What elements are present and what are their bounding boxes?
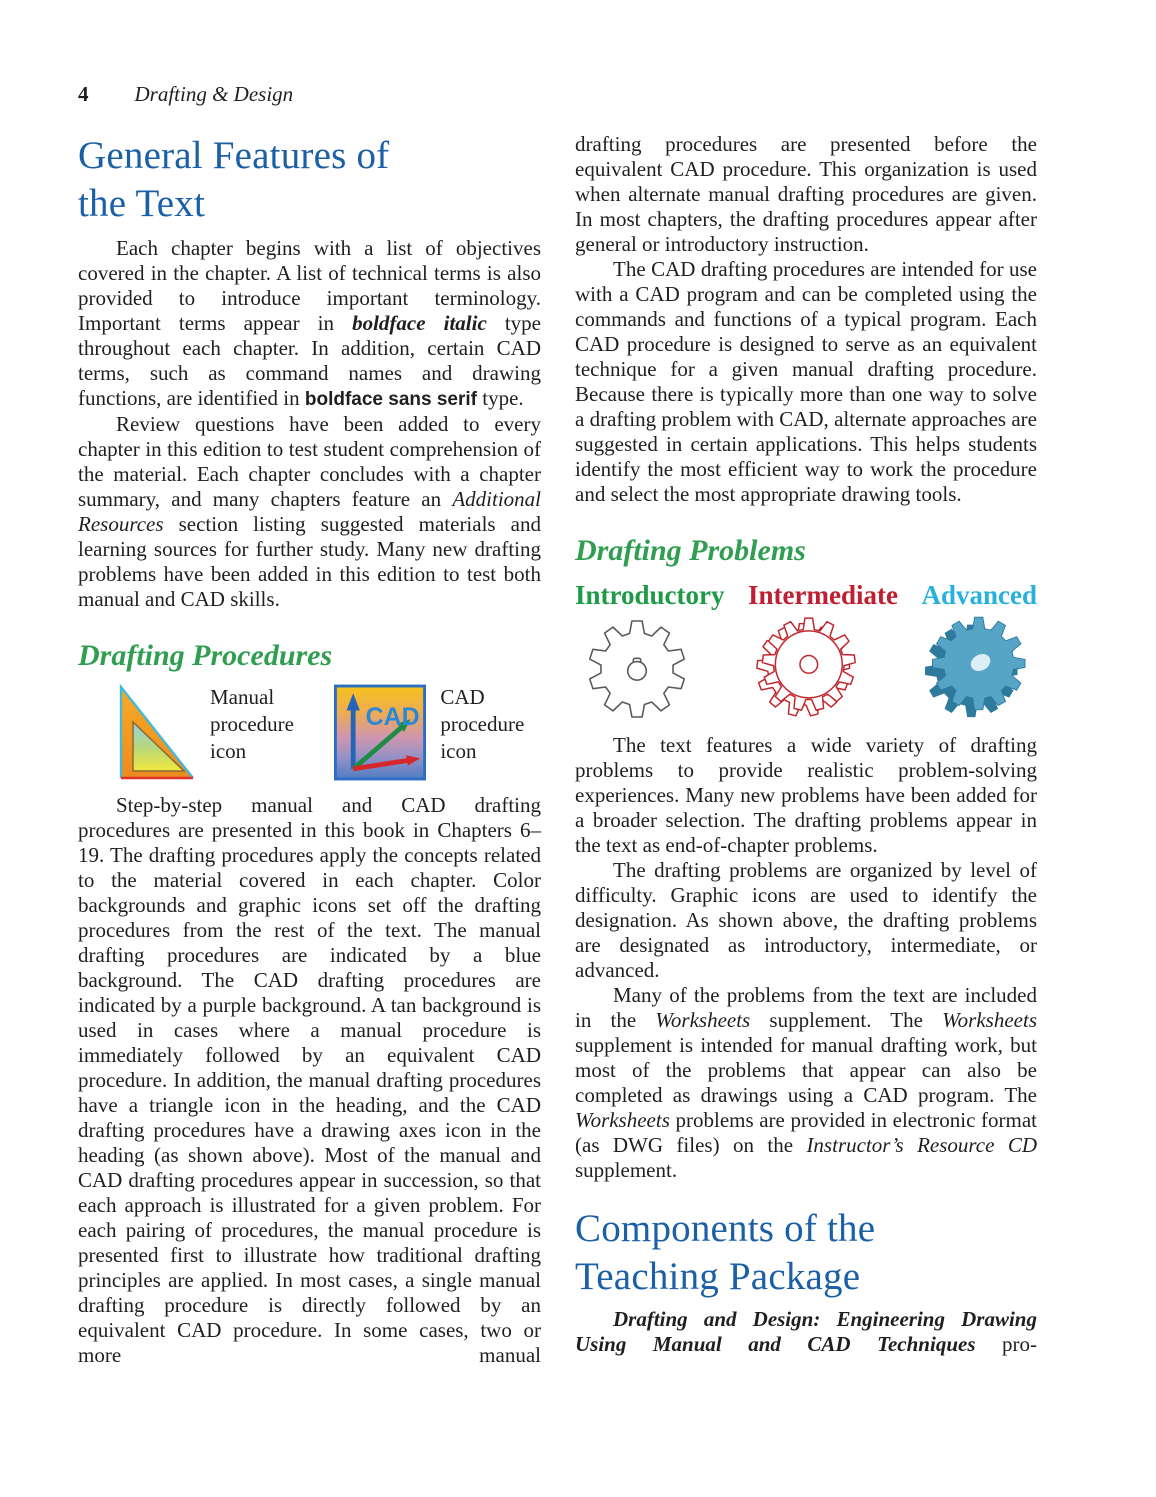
intermediate-gear-icon xyxy=(754,615,858,723)
column-right xyxy=(575,132,1037,1368)
paragraph-step-by-step: Step-by-step manual and CAD drafting procedures are presented in this book in Chapters 6–19. The drafting procedures apply the concepts related to the material covered in each chapter. Color backgrounds and graphic icons set off the drafting procedures from the rest of the text. The manual drafting procedures are indicated by a blue background. The CAD drafting procedures are indicated by a purple background. A tan background is used in cases where a manual procedure is immediately followed by an equivalent CAD procedure. In addition, the manual drafting procedures have a triangle icon in the heading, and the CAD drafting procedures have a drawing axes icon in the heading (as shown above). Most of the manual and CAD drafting procedures appear in succession, so that each approach is illustrated for a given problem. For each pairing of procedures, the manual procedure is presented first to illustrate how traditional drafting principles are applied. In most cases, a single manual drafting procedure is directly followed by an equivalent CAD procedure. In some cases, two or more manual xyxy=(78,793,541,1367)
heading-drafting-problems: Drafting Problems xyxy=(575,534,806,567)
paragraph-continuation: drafting procedures are presented before the equivalent CAD procedure. This organization is used when alternate manual drafting procedures are given. In most chapters, the drafting procedures appear after general or introductory instruction. xyxy=(575,132,1037,256)
cad-icon-caption: CAD procedure icon xyxy=(440,685,525,763)
gear-icons-row xyxy=(575,615,1037,723)
cad-icon-label: CAD xyxy=(365,702,420,731)
column-left xyxy=(78,132,541,1368)
heading-line: the Text xyxy=(78,182,206,225)
paragraph-text-features: The text features a wide variety of drafting problems to provide realistic problem-solving experiences. Many new problems have been added for a broader selection. The drafting problems appear in the text as end-of-chapter problems. xyxy=(575,733,1037,857)
paragraph-components-intro: Drafting and Design: Engineering Drawing Using Manual and CAD Techniques pro- xyxy=(575,1307,1037,1356)
level-label-advanced: Advanced xyxy=(921,580,1037,610)
heading-drafting-procedures: Drafting Procedures xyxy=(78,639,333,672)
cad-axes-icon xyxy=(334,684,426,781)
heading-line: General Features of xyxy=(78,134,390,177)
level-label-intermediate: Intermediate xyxy=(748,580,898,610)
heading-components xyxy=(575,1205,1037,1301)
paragraph-worksheets: Many of the problems from the text are included in the Worksheets supplement. The Worksheets supplement is intended for manual drafting work, but most of the problems that appear can also be completed as drawings using a CAD program. The Worksheets problems are provided in electronic format (as DWG files) on the Instructor’s Resource CD supplement. xyxy=(575,983,1037,1182)
introductory-gear-icon xyxy=(585,615,689,723)
paragraph-objectives: Each chapter begins with a list of objectives covered in the chapter. A list of technical terms is also provided to introduce important terminology. Important terms appear in boldface italic type throughout each chapter. In addition, certain CAD terms, such as command names and drawing functions, are identified in boldface sans serif type. xyxy=(78,236,541,410)
heading-line: Teaching Package xyxy=(575,1255,861,1298)
paragraph-cad-intended: The CAD drafting procedures are intended for use with a CAD program and can be completed using the commands and functions of a typical program. Each CAD procedure is designed to serve as an equivalent technique for a given manual drafting procedure. Because there is typically more than one way to solve a drafting problem with CAD, alternate approaches are suggested in certain applications. This helps students identify the most efficient way to work the procedure and select the most appropriate drawing tools. xyxy=(575,257,1037,506)
procedure-icons-row xyxy=(78,684,541,781)
difficulty-levels-row xyxy=(575,579,1037,611)
level-label-introductory: Introductory xyxy=(575,580,725,610)
two-column-layout xyxy=(78,132,1037,1368)
paragraph-organized: The drafting problems are organized by level of difficulty. Graphic icons are used to identify the designation. As shown above, the drafting problems are designated as introductory, intermediate, or advanced. xyxy=(575,858,1037,982)
heading-general-features xyxy=(78,132,541,228)
paragraph-review-questions: Review questions have been added to every chapter in this edition to test student comprehension of the material. Each chapter concludes with a chapter summary, and many chapters feature an Additional Resources section listing suggested materials and learning sources for further study. Many new drafting problems have been added in this edition to test both manual and CAD skills. xyxy=(78,412,541,611)
advanced-gear-icon xyxy=(923,615,1027,723)
manual-triangle-icon xyxy=(116,684,196,781)
page-number: 4 xyxy=(78,82,89,106)
book-title: Drafting & Design xyxy=(134,82,294,106)
running-header xyxy=(78,82,1037,108)
manual-icon-caption: Manual procedure icon xyxy=(210,685,294,763)
heading-line: Components of the xyxy=(575,1207,876,1250)
